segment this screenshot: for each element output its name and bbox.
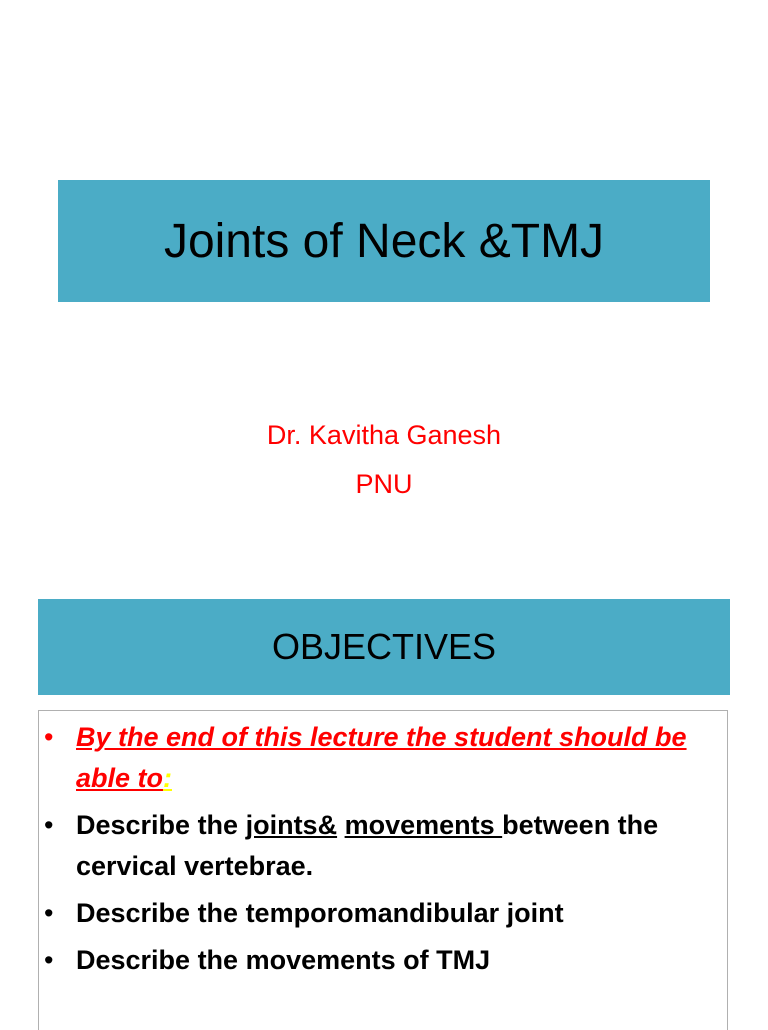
- objective-item-2: • Describe the temporomandibular joint: [39, 893, 727, 934]
- objective-1-term-movements: movements: [344, 810, 503, 840]
- intro-text: By the end of this lecture the student should be able to: [76, 722, 687, 793]
- objectives-list: [39, 711, 727, 981]
- objectives-heading: OBJECTIVES: [271, 626, 497, 667]
- objective-1-term-joints: joints&: [245, 810, 338, 840]
- objective-1-prefix: Describe the: [76, 810, 246, 840]
- objectives-content: [38, 710, 728, 1030]
- objective-item-1: [39, 805, 727, 887]
- objectives-slide: [0, 512, 768, 1024]
- objectives-banner: [38, 599, 730, 695]
- objective-1-suffix: between the cervical vertebrae.: [76, 810, 659, 881]
- author-affiliation: PNU: [355, 469, 413, 499]
- objective-1-space: [337, 810, 345, 840]
- slide-title: Joints of Neck &TMJ: [163, 214, 605, 268]
- title-slide: [0, 0, 768, 512]
- title-banner: [58, 180, 710, 302]
- intro-colon: :: [163, 763, 173, 793]
- objective-item-3: • Describe the movements of TMJ: [39, 940, 727, 981]
- objectives-intro: [39, 717, 727, 799]
- author-name: Dr. Kavitha Ganesh: [266, 420, 502, 450]
